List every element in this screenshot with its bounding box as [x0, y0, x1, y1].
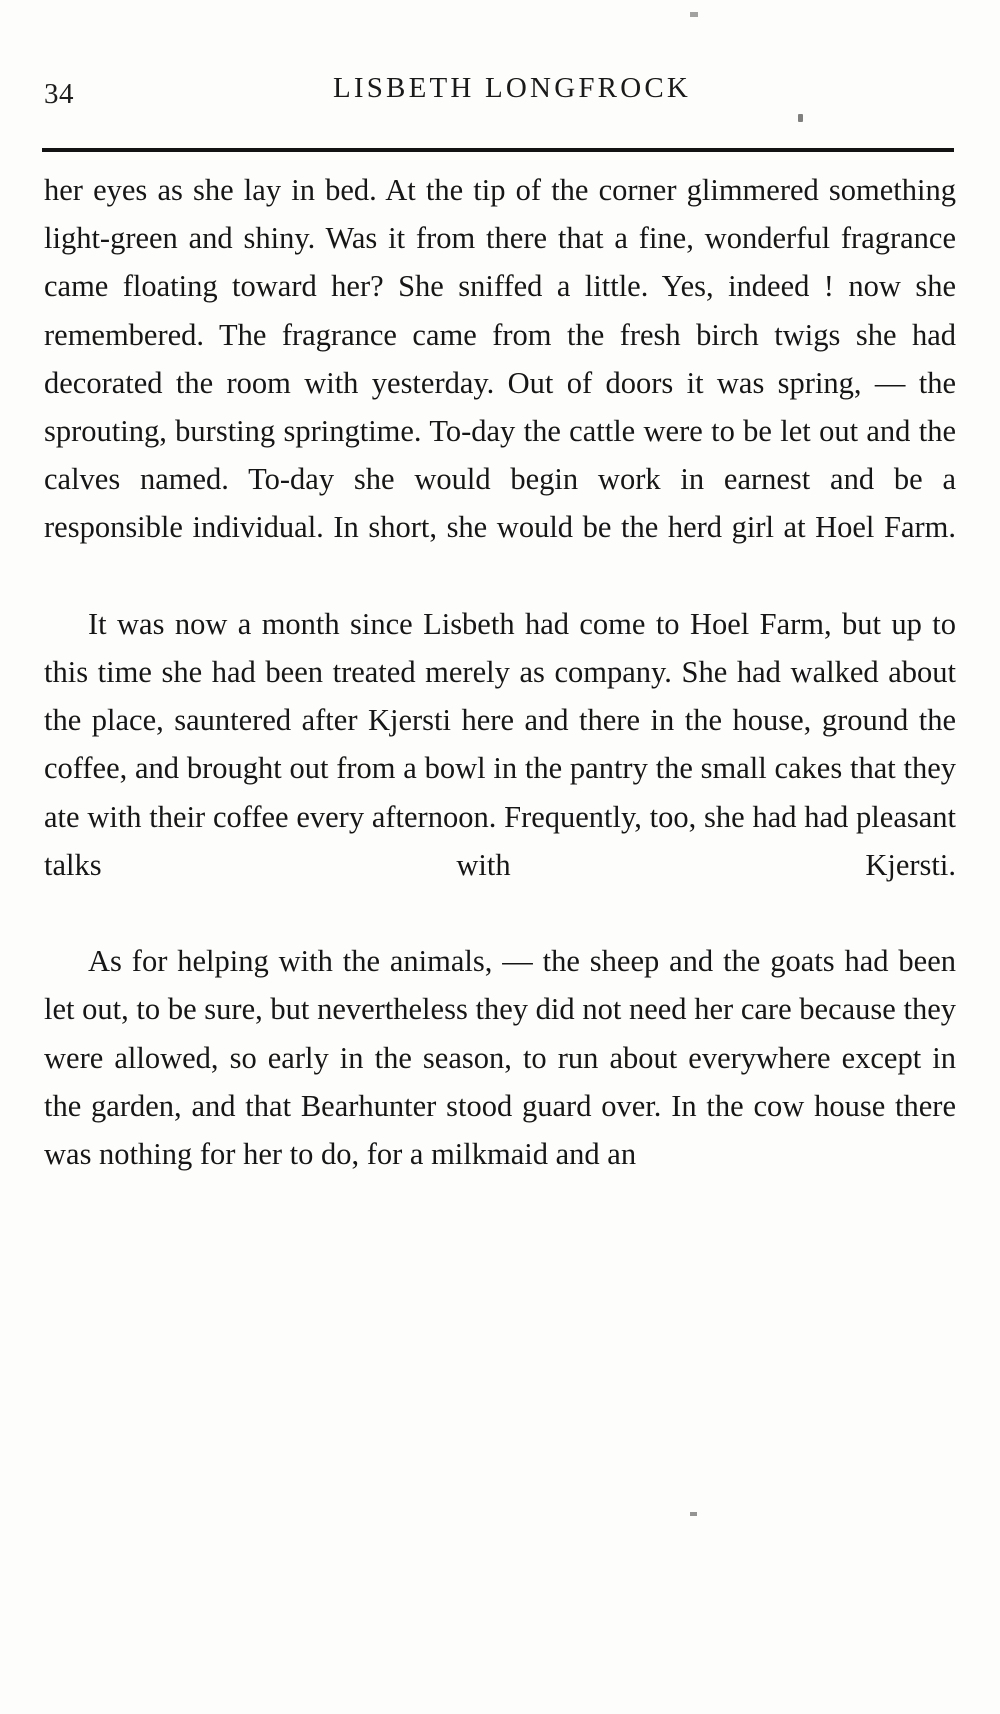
- scan-speck-header: [798, 114, 803, 122]
- header-rule: [42, 148, 954, 152]
- scan-speck-top: [690, 12, 698, 17]
- page-header: [44, 72, 956, 120]
- page-number: 34: [44, 78, 74, 110]
- paragraph-1: her eyes as she lay in bed. At the tip of the corner glimmered something light-green and shiny. Was it from there that a fine, wonderful fragrance came floating toward her? She sniffed a little. Yes, indeed ! now she remembered. The fragrance came from the fresh birch twigs she had decorated the room with yesterday. Out of doors it was spring, — the sprouting, bursting springtime. To-day the cattle were to be let out and the calves named. To-day she would begin work in earnest and be a responsible individual. In short, she would be the herd girl at Hoel Farm.: [44, 173, 956, 545]
- paragraph-2: It was now a month since Lisbeth had come to Hoel Farm, but up to this time she had been treated merely as company. She had walked about the place, sauntered after Kjersti here and there in the house, ground the coffee, and brought out from a bowl in the pantry the small cakes that they ate with their coffee every afternoon. Frequently, too, she had had pleasant talks with Kjersti.: [44, 606, 956, 882]
- running-head-title: LISBETH LONGFROCK: [332, 72, 692, 104]
- paragraph-3: As for helping with the animals, — the sheep and the goats had been let out, to be sure, but nevertheless they did not need her care because they were allowed, so early in the season, to run about everywhere except in the garden, and that Bearhunter stood guard over. In the cow house there was nothing for her to do, for a milkmaid and an: [44, 944, 956, 1172]
- scan-speck-bottom: [690, 1512, 697, 1516]
- page-body: [44, 166, 956, 1178]
